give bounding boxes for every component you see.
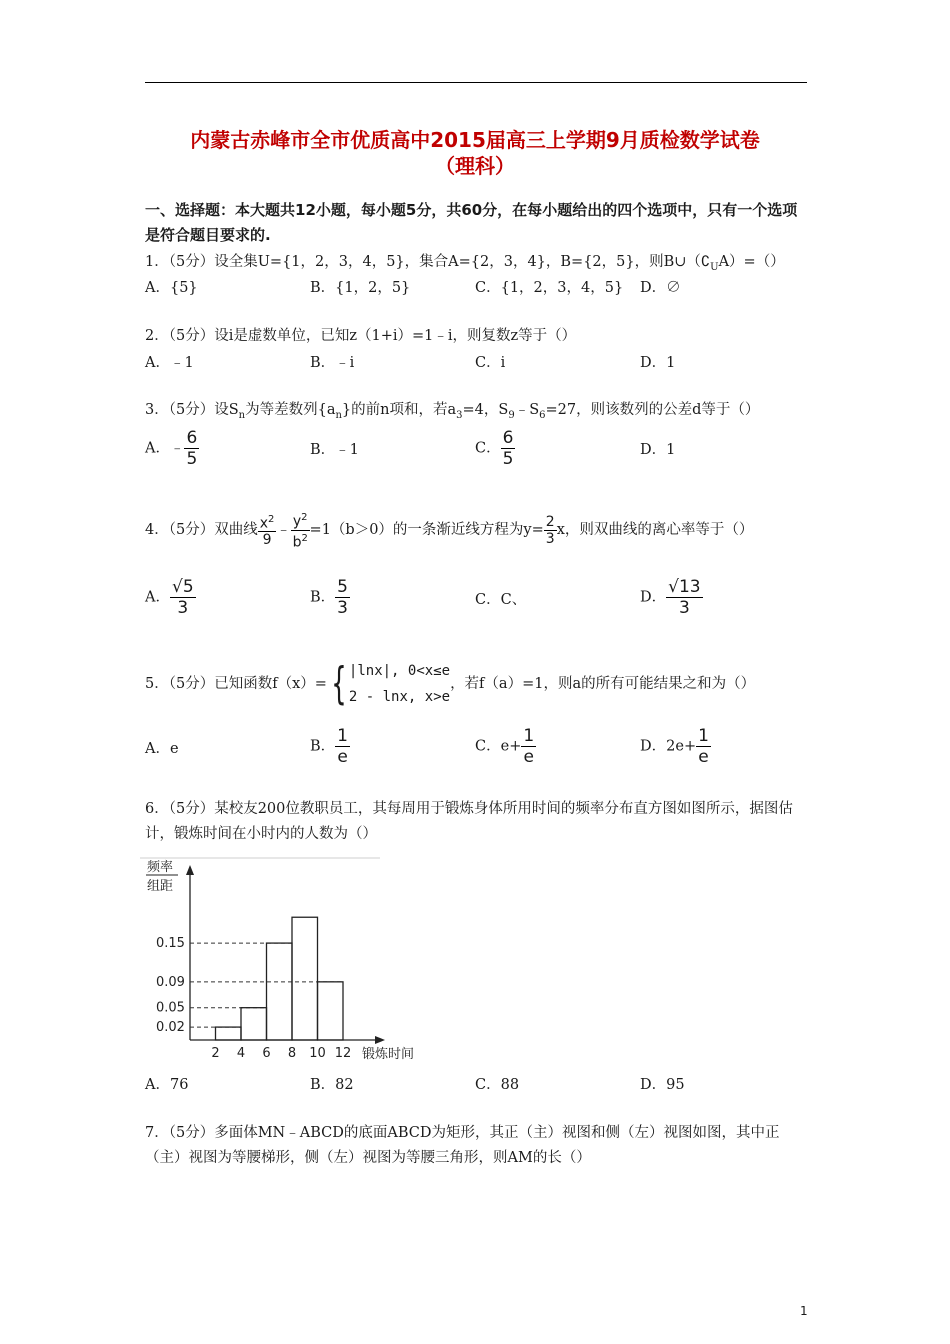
q4-option-a[interactable]: A． $\frac{√5}{3}$ [145, 577, 194, 618]
x-axis-label: 锻炼时间 [362, 1047, 415, 1062]
page-number: 1 [800, 1304, 808, 1318]
exam-title: 内蒙古赤峰市全市优质高中2015届高三上学期9月质检数学试卷 [190, 128, 760, 152]
q6-option-b[interactable]: B．82 [310, 1077, 354, 1093]
q4-option-b[interactable]: B． $\frac{5}{3}$ [310, 577, 348, 618]
y-axis-arrow-icon [186, 865, 194, 875]
histogram-bar [318, 982, 344, 1040]
q3-option-b[interactable]: B．﹣1 [310, 442, 359, 458]
question-3: 3．（5分）设$S_n$为等差数列$\{a_n\}$的前n项和，若$a_3=4$，$S_9﹣S_6=27$，则该数列的公差d等于（） [145, 402, 760, 421]
x-tick-label: 8 [287, 1046, 297, 1061]
q4-option-d[interactable]: D． $\frac{√13}{3}$ [640, 577, 701, 618]
y-tick-label: 0.05 [156, 1000, 185, 1016]
q4-option-c[interactable]: C．C、 [475, 592, 527, 608]
question-4: 4．（5分）双曲线 $\frac{x^2}{9}$ ﹣ $\frac{y^2}{b^2}$ =1（b＞0）的一条渐近线方程为y= $\frac{2}{3}$ x，则双曲线的离心率等于（） [145, 512, 754, 551]
q5-option-c[interactable]: C．e+ $\frac{1}{e}$ [475, 726, 535, 767]
y-tick-label: 0.02 [156, 1020, 185, 1036]
q6-option-a[interactable]: A．76 [145, 1077, 189, 1093]
histogram-bar [241, 1008, 267, 1040]
q2-option-b[interactable]: B．﹣i [310, 355, 355, 371]
q6-option-c[interactable]: C．88 [475, 1077, 520, 1093]
histogram-bar [216, 1027, 242, 1040]
section-heading: 一、选择题：本大题共12小题，每小题5分，共60分，在每小题给出的四个选项中，只有一个选项是符合题目要求的. [145, 201, 798, 244]
y-axis-label-line2: 组距 [147, 879, 174, 894]
q2-option-a[interactable]: A．﹣1 [145, 355, 194, 371]
x-axis-arrow-icon [375, 1036, 385, 1044]
x-tick-label: 6 [262, 1046, 271, 1061]
y-tick-label: 0.09 [156, 974, 185, 990]
q5-option-b[interactable]: B． $\frac{1}{e}$ [310, 726, 348, 767]
y-tick-label: 0.15 [156, 936, 185, 952]
question-2: 2．（5分）设i是虚数单位，已知z（1+i）=1﹣i，则复数z等于（） [145, 328, 577, 344]
x-tick-label: 12 [334, 1046, 352, 1061]
q4-fraction-x2-9: $\frac{x^2}{9}$ [259, 513, 275, 549]
x-tick-label: 4 [236, 1046, 246, 1061]
top-rule [145, 82, 807, 83]
histogram-bar [292, 917, 318, 1040]
q4-fraction-2-3: $\frac{2}{3}$ [545, 513, 555, 547]
q6-option-d[interactable]: D．95 [640, 1077, 685, 1093]
q5-option-a[interactable]: A．e [145, 741, 179, 757]
question-7: 7．（5分）多面体MN﹣ABCD的底面ABCD为矩形，其正（主）视图和侧（左）视图如图，其中正（主）视图为等腰梯形，侧（左）视图为等腰三角形，则AM的长（） [145, 1125, 780, 1166]
q3-option-d[interactable]: D．1 [640, 442, 676, 458]
q2-option-c[interactable]: C．i [475, 355, 506, 371]
q1-option-c[interactable]: C．{1，2，3，4，5} [475, 280, 624, 296]
question-6: 6．（5分）某校友200位教职员工，其每周用于锻炼身体所用时间的频率分布直方图如图所示，据图估计，锻炼时间在小时内的人数为（） [145, 801, 793, 842]
q4-fraction-y2-b2: $\frac{y^2}{b^2}$ [292, 512, 308, 551]
q3-option-c[interactable]: C． $\frac{6}{5}$ [475, 428, 514, 469]
question-1: 1．（5分）设全集U={1，2，3，4，5}，集合A={2，3，4}，B={2，5}，则$B\cup(∁_UA)=()$ [145, 254, 785, 273]
q3-option-a[interactable]: A．﹣ $\frac{6}{5}$ [145, 428, 198, 469]
x-tick-label: 2 [211, 1046, 220, 1061]
y-axis-label-line1: 频率 [147, 860, 174, 875]
frequency-histogram [140, 854, 420, 1064]
q1-option-a[interactable]: A．{5} [145, 280, 198, 296]
question-5: 5．（5分）已知函数f（x）={ |lnx|, 0<x≤e 2 - lnx, x>e ，若f（a）=1，则a的所有可能结果之和为（） [145, 658, 756, 709]
exam-subtitle: （理科） [435, 154, 515, 178]
histogram-bar [267, 943, 293, 1040]
piecewise-brace: { [331, 658, 347, 709]
q1-option-d[interactable]: D．∅ [640, 280, 681, 296]
piecewise-cases: |lnx|, 0<x≤e 2 - lnx, x>e [348, 663, 451, 705]
q2-option-d[interactable]: D．1 [640, 355, 676, 371]
q5-option-d[interactable]: D．2e+ $\frac{1}{e}$ [640, 726, 709, 767]
q1-option-b[interactable]: B．{1，2，5} [310, 280, 411, 296]
x-tick-label: 10 [309, 1046, 326, 1061]
